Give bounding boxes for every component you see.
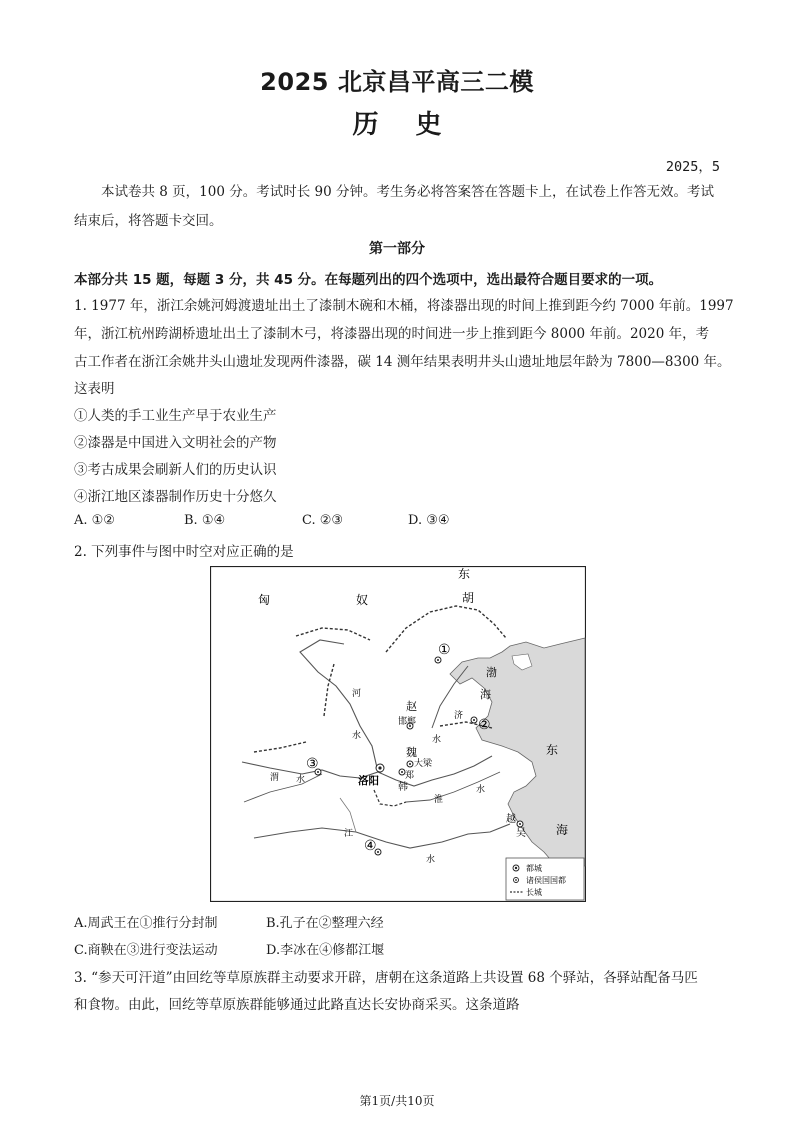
label-huai-1: 淮 [434, 795, 444, 805]
marker-label-4: ④ [364, 838, 377, 854]
label-wu: 吴 [516, 828, 526, 839]
q3-line-2: 和食物。由此，回纥等草原族群能够通过此路直达长安协商采买。这条道路 [74, 997, 520, 1013]
q1-statement-2: ②漆器是中国进入文明社会的产物 [74, 435, 277, 451]
q1-line-1: 1. 1977 年，浙江余姚河姆渡遗址出土了漆制木碗和木桶，将漆器出现的时间上推到距今约 7000 年前。1997 [74, 298, 734, 314]
q2-option-b[interactable]: B.孔子在②整理六经 [266, 916, 384, 931]
q2-option-c[interactable]: C.商鞅在③进行变法运动 [74, 943, 218, 958]
q1-option-a[interactable]: A. ①② [74, 513, 115, 528]
legend-great-wall: 长城 [526, 888, 542, 897]
legend-capital: 都城 [526, 864, 542, 873]
part-heading: 第一部分 [369, 241, 425, 257]
instructions-line-1: 本试卷共 8 页，100 分。考试时长 90 分钟。考生务必将答案答在答题卡上，在试卷上作答无效。考试 [101, 184, 714, 200]
label-donghai-1: 东 [546, 743, 559, 757]
label-he-2: 水 [352, 731, 362, 741]
label-yue: 越 [506, 814, 516, 825]
warring-states-map [210, 566, 586, 902]
q1-option-d[interactable]: D. ③④ [408, 513, 450, 528]
label-he-1: 河 [352, 689, 362, 699]
label-ji-2: 水 [432, 735, 442, 745]
instructions-line-2: 结束后，将答题卡交回。 [74, 213, 223, 229]
exam-title: 2025 北京昌平高三二模 [260, 68, 534, 96]
part-intro: 本部分共 15 题，每题 3 分，共 45 分。在每题列出的四个选项中，选出最符合题目要求的一项。 [74, 272, 663, 288]
label-han: 韩 [398, 782, 408, 793]
q2-stem: 2. 下列事件与图中时空对应正确的是 [74, 544, 294, 560]
label-xiongnu-2: 奴 [356, 593, 369, 607]
q3-line-1: 3. “参天可汗道”由回纥等草原族群主动要求开辟，唐朝在这条道路上共设置 68 个驿站，各驿站配备马匹 [74, 970, 698, 986]
q1-statement-3: ③考古成果会刷新人们的历史认识 [74, 462, 277, 478]
label-xiongnu-1: 匈 [258, 593, 271, 607]
label-jiang-2: 水 [426, 855, 436, 865]
label-wei-river-2: 水 [296, 775, 306, 785]
legend-vassal-capital: 诸侯国国都 [526, 876, 566, 885]
label-wei: 魏 [406, 746, 417, 759]
marker-label-3: ③ [306, 756, 319, 772]
q1-statement-1: ①人类的手工业生产早于农业生产 [74, 408, 277, 424]
q1-line-3: 古工作者在浙江余姚井头山遗址发现两件漆器，碳 14 测年结果表明井头山遗址地层年龄为 7800—8300 年。 [74, 354, 731, 370]
q1-line-4: 这表明 [74, 381, 115, 397]
label-huai-2: 水 [476, 785, 486, 795]
label-bohai-1: 渤 [486, 666, 497, 679]
label-wei-river-1: 渭 [270, 773, 280, 783]
label-zheng: 郑 [405, 771, 415, 781]
q1-option-b[interactable]: B. ①④ [184, 513, 226, 528]
q2-option-a[interactable]: A.周武王在①推行分封制 [74, 916, 218, 931]
label-luoyang: 洛阳 [358, 775, 379, 787]
q1-statement-4: ④浙江地区漆器制作历史十分悠久 [74, 489, 277, 505]
page-footer: 第1页/共10页 [359, 1094, 435, 1108]
exam-date: 2025，5 [665, 159, 720, 175]
label-zhao: 赵 [406, 700, 417, 713]
marker-label-2: ② [478, 717, 491, 733]
label-donghu-1: 东 [458, 567, 471, 581]
q2-option-d[interactable]: D.李冰在④修都江堰 [266, 943, 385, 958]
label-jiang-1: 江 [344, 829, 354, 839]
label-handan: 邯郸 [398, 717, 417, 727]
subject-title: 历 史 [352, 110, 442, 140]
label-donghu-2: 胡 [462, 591, 475, 605]
q1-line-2: 年，浙江杭州跨湖桥遗址出土了漆制木弓，将漆器出现的时间进一步上推到距今 8000 年前。2020 年，考 [74, 326, 710, 342]
label-ji-1: 济 [454, 711, 464, 721]
marker-label-1: ① [438, 642, 451, 658]
label-donghai-2: 海 [556, 823, 569, 837]
label-bohai-2: 海 [480, 688, 491, 701]
q1-option-c[interactable]: C. ②③ [302, 513, 344, 528]
label-daliang: 大梁 [414, 759, 433, 769]
